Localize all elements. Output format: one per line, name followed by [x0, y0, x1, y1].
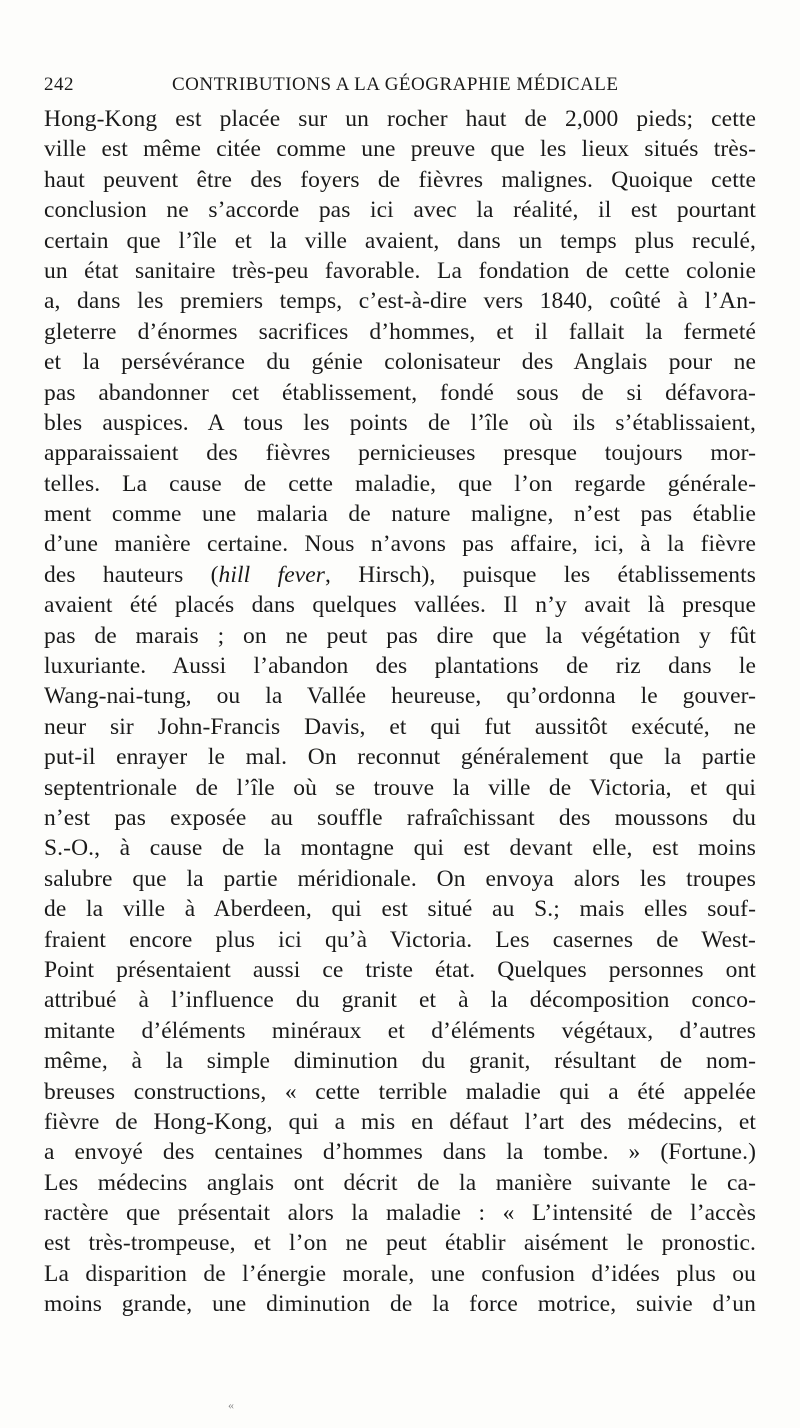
text-line: même, à la simple diminution du granit, résultant de nom-	[44, 1048, 756, 1075]
text-line: a envoyé des centaines d’hommes dans la tombe. » (Fortune.)	[44, 1139, 756, 1166]
text-line: ractère que présentait alors la maladie : « L’intensité de l’accès	[44, 1200, 756, 1227]
text-line: Point présentaient aussi ce triste état. Quelques personnes ont	[44, 956, 756, 983]
text-line: haut peuvent être des foyers de fièvres malignes. Quoique cette	[44, 166, 756, 193]
text-line: a, dans les premiers temps, c’est-à-dire vers 1840, coûté à l’An-	[44, 288, 756, 315]
text-line: fraient encore plus ici qu’à Victoria. Les casernes de West-	[44, 926, 756, 953]
body-text	[44, 104, 756, 1320]
text-line: gleterre d’énormes sacrifices d’hommes, et il fallait la fermeté	[44, 318, 756, 345]
text-line: fièvre de Hong-Kong, qui a mis en défaut l’art des médecins, et	[44, 1108, 756, 1135]
text-line: luxuriante. Aussi l’abandon des plantations de riz dans le	[44, 653, 756, 680]
text-line: Wang-nai-tung, ou la Vallée heureuse, qu’ordonna le gouver-	[44, 683, 756, 710]
text-line: conclusion ne s’accorde pas ici avec la réalité, il est pourtant	[44, 197, 756, 224]
text-line: bles auspices. A tous les points de l’île où ils s’établissaient,	[44, 409, 756, 436]
text-line-with-italic	[44, 560, 756, 590]
text-line: septentrionale de l’île où se trouve la ville de Victoria, et qui	[44, 774, 756, 801]
text-line: moins grande, une diminution de la force motrice, suivie d’un	[44, 1291, 756, 1318]
text-line: La disparition de l’énergie morale, une confusion d’idées plus ou	[44, 1260, 756, 1287]
text-segment: des hauteurs (	[44, 561, 219, 588]
text-line: telles. La cause de cette maladie, que l’on regarde générale-	[44, 470, 756, 497]
italic-term: hill fever	[218, 561, 326, 588]
text-line: salubre que la partie méridionale. On envoya alors les troupes	[44, 865, 756, 892]
page-header	[44, 74, 756, 104]
text-line: S.-O., à cause de la montagne qui est devant elle, est moins	[44, 835, 756, 862]
text-line: certain que l’île et la ville avaient, dans un temps plus reculé,	[44, 227, 756, 254]
text-line: ville est même citée comme une preuve que les lieux situés très-	[44, 136, 756, 163]
text-line: ment comme une malaria de nature maligne, n’est pas établie	[44, 501, 756, 528]
running-title: CONTRIBUTIONS A LA GÉOGRAPHIE MÉDICALE	[172, 74, 619, 95]
text-segment: , Hirsch), puisque les établissements	[325, 561, 756, 588]
text-line: pas abandonner cet établissement, fondé sous de si défavora-	[44, 379, 756, 406]
text-line: un état sanitaire très-peu favorable. La fondation de cette colonie	[44, 257, 756, 284]
text-line: Hong-Kong est placée sur un rocher haut de 2,000 pieds; cette	[44, 106, 756, 132]
text-line: et la persévérance du génie colonisateur des Anglais pour ne	[44, 349, 756, 376]
print-mark: «	[228, 1398, 234, 1412]
text-line: d’une manière certaine. Nous n’avons pas affaire, ici, à la fièvre	[44, 531, 756, 558]
text-line: mitante d’éléments minéraux et d’éléments végétaux, d’autres	[44, 1017, 756, 1044]
text-line: n’est pas exposée au souffle rafraîchissant des moussons du	[44, 804, 756, 831]
text-line: put-il enrayer le mal. On reconnut généralement que la partie	[44, 744, 756, 771]
text-line: pas de marais ; on ne peut pas dire que la végétation y fût	[44, 622, 756, 649]
text-line: avaient été placés dans quelques vallées. Il n’y avait là presque	[44, 592, 756, 619]
text-line: attribué à l’influence du granit et à la décomposition conco-	[44, 987, 756, 1014]
text-line: breuses constructions, « cette terrible maladie qui a été appelée	[44, 1078, 756, 1105]
text-line: Les médecins anglais ont décrit de la manière suivante le ca-	[44, 1169, 756, 1196]
page-number: 242	[44, 74, 74, 95]
text-line: apparaissaient des fièvres pernicieuses presque toujours mor-	[44, 440, 756, 467]
text-line: de la ville à Aberdeen, qui est situé au S.; mais elles souf-	[44, 896, 756, 923]
text-line: est très-trompeuse, et l’on ne peut établir aisément le pronostic.	[44, 1230, 756, 1257]
text-line: neur sir John-Francis Davis, et qui fut aussitôt exécuté, ne	[44, 713, 756, 740]
